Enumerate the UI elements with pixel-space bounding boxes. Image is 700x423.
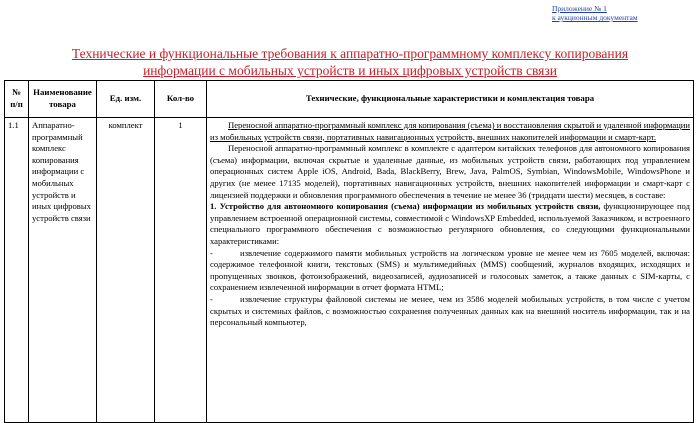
section-text: функционирующее под управлением встроенной операционной системы, совместимой с WindowsXP Embedded, используемой Заказчиком, и встроенного специального программного обеспечения с возможностью регулярного обновления, со следующими функциональными характеристиками: [210,201,690,246]
list-item [210,248,690,294]
section-heading: 1. Устройство для автономного копирования (съема) информации из мобильных устройств связи, [210,201,601,212]
cell-quantity: 1 [155,118,207,423]
bullet-dash: - [210,293,213,304]
specification-table [4,80,694,423]
header-number: № п/п [5,81,29,118]
description-paragraph-1: Переносной аппаратно-программный комплекс для копирования (съема) и восстановления скрытой и удаленной информации из мобильных устройств связи, портативных навигационных устройств, внешних накопителей информации и смарт-карт. [210,120,690,142]
table-header-row [5,81,694,118]
bullet-dash: - [210,247,213,258]
header-product-name: Наименование товара [29,81,97,118]
table-row [5,118,694,423]
cell-product-name: Аппаратно-программный комплекс копирования информации с мобильных устройств и иных цифровых устройств связи [29,118,97,423]
header-characteristics: Технические, функциональные характеристики и комплектация товара [207,81,694,118]
header-unit: Ед. изм. [97,81,155,118]
appendix-caption: к аукционным документам [552,13,638,22]
description-paragraph-2: Переносной аппаратно-программный комплекс в комплекте с адаптером китайских телефонов для автономного копирования (съема) информации, включая скрытые и удаленные данные, из мобильных устройств связи, работающих под управлением операционных систем Apple iOS, Android, Bada, BlackBerry, Brew, Java, PalmOS, Symbian, WindowsMobile, WindowsPhone и других (не менее 17135 моделей), портативных навигационных устройств, внешних накопителей информации и смарт-карт с лицензией поддержки и обновления программного обеспечения в течение не менее 36 (тридцати шести) месяцев, в составе: [210,143,690,200]
cell-number: 1.1 [5,118,29,423]
appendix-number: Приложение № 1 [552,4,607,13]
cell-characteristics [207,118,694,423]
list-item [210,294,690,329]
list-item-text: извлечение структуры файловой системы не менее, чем из 3586 моделей мобильных устройств, в том числе с учетом скрытых и системных файлов, с возможностью сохранения полученных данных как на внешний носитель информации, так и на персональный компьютер, [210,293,690,328]
appendix-reference [552,4,682,22]
cell-unit: комплект [97,118,155,423]
document-title-line-1: Технические и функциональные требования к аппаратно-программному комплексу копирования [71,46,629,61]
description-section-1 [210,201,690,247]
header-quantity: Кол-во [155,81,207,118]
document-title-line-2: информации с мобильных устройств и иных цифровых устройств связи [143,63,557,78]
list-item-text: извлечение содержимого памяти мобильных устройств на логическом уровне не менее чем из 7605 моделей, включая: содержимое телефонной книги, текстовых (SMS) и мультимедийных (MMS) сообщений, журналов входящих, исходящих и пропущенных звонков, фотоизображений, видеозаписей, аудиозаписей и голосовых заметок, а также данных с SIM-карты, с сохранением извлеченной информации в отчет формата HTML; [210,247,690,293]
